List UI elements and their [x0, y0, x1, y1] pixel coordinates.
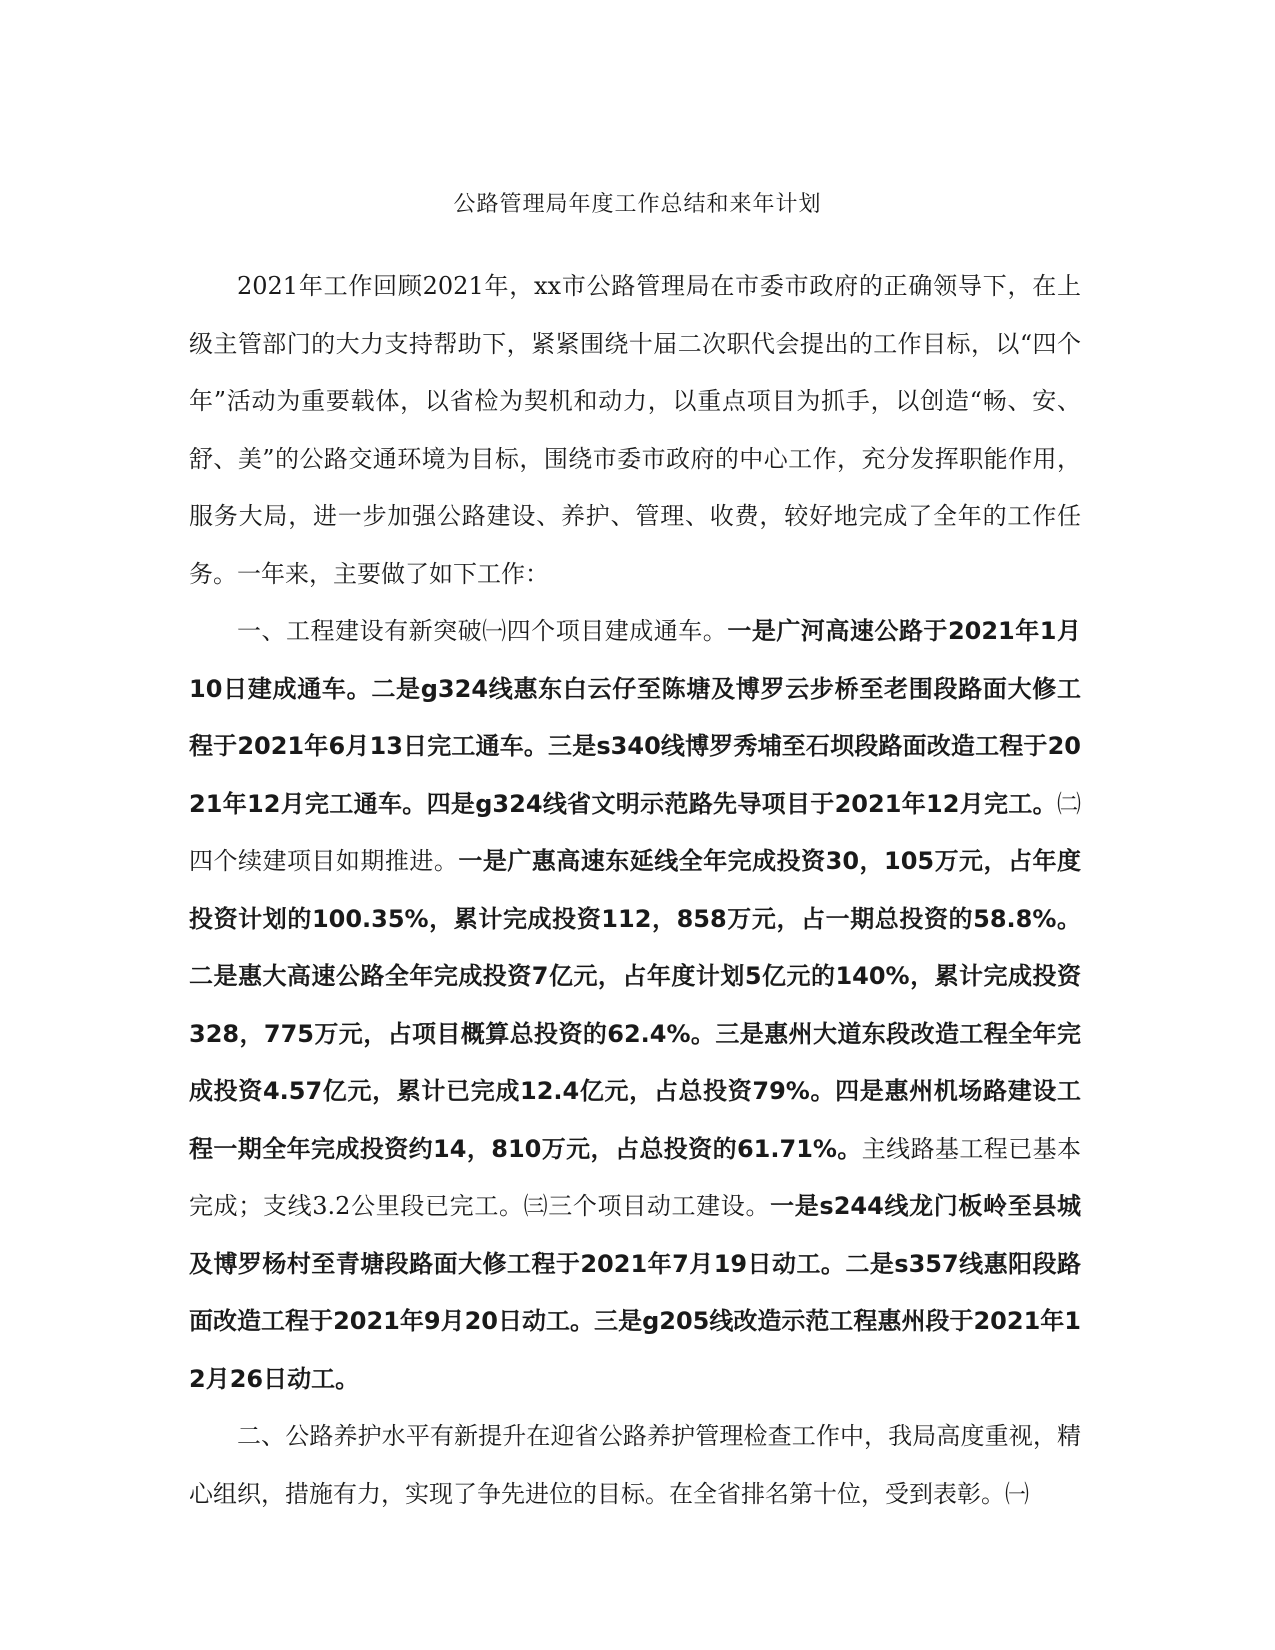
- paragraph-text: 主线路基工程已基本完成；支线3.2公里段已完工。㈢三个项目动工建设。: [189, 1134, 1081, 1220]
- document-body: [189, 258, 1081, 1523]
- paragraph-text: 一、工程建设有新突破㈠四个项目建成通车。: [237, 617, 728, 645]
- paragraph-text-bold: 二是惠大高速公路全年完成投资7亿元，占年度计划5亿元的140%，累计完成投资328，775万元，占项目概算总投资的62.4%。三是惠州大道东段改造工程全年完成投资4.57亿元，累计已完成12.4亿元，占总投资79%。四是惠州机场路建设工程一期全年完成投资约14，810万元，占总投资的61.71%。: [189, 962, 1081, 1163]
- document-title: 公路管理局年度工作总结和来年计划: [453, 192, 822, 217]
- paragraph-review: [189, 258, 1081, 603]
- paragraph-text-bold: 一是广河高速公路于2021年1月10日建成通车。二是g324线惠东白云仔至陈塘及博罗云步桥至老围段路面大修工程于2021年6月13日完工通车。三是s340线博罗秀埔至石坝段路面改造工程于2021年12月完工通车。四是g324线省文明示范路先导项目于2021年12月完工。: [189, 617, 1081, 818]
- paragraph-text: 2021年工作回顾2021年，xx市公路管理局在市委市政府的正确领导下，在上级主管部门的大力支持帮助下，紧紧围绕十届二次职代会提出的工作目标，以“四个年”活动为重要载体，以省检为契机和动力，以重点项目为抓手，以创造“畅、安、舒、美”的公路交通环境为目标，围绕市委市政府的中心工作，充分发挥职能作用，服务大局，进一步加强公路建设、养护、管理、收费，较好地完成了全年的工作任务。一年来，主要做了如下工作：: [189, 272, 1081, 588]
- paragraph-text-bold: 一是广惠高速东延线全年完成投资30，105万元，占年度投资计划的100.35%，累计完成投资112，858万元，占一期总投资的58.8%。: [189, 847, 1081, 933]
- paragraph-maintenance: [189, 1408, 1081, 1523]
- paragraph-engineering: [189, 603, 1081, 1408]
- paragraph-text: ㈡四个续建项目如期推进。: [189, 789, 1081, 875]
- paragraph-text-bold: 一是s244线龙门板岭至县城及博罗杨村至青塘段路面大修工程于2021年7月19日动工。二是s357线惠阳段路面改造工程于2021年9月20日动工。三是g205线改造示范工程惠州段于2021年12月26日动工。: [189, 1192, 1081, 1393]
- paragraph-text: 二、公路养护水平有新提升在迎省公路养护管理检查工作中，我局高度重视，精心组织，措施有力，实现了争先进位的目标。在全省排名第十位，受到表彰。㈠: [189, 1422, 1081, 1508]
